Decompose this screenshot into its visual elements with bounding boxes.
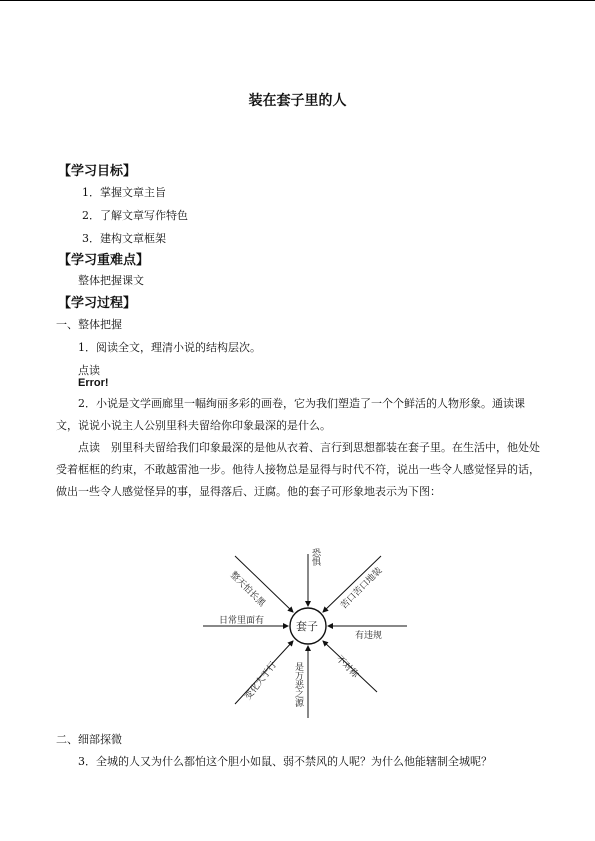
difficulty-text: 整体把握课文 (78, 274, 144, 287)
objective-item-1: 1．掌握文章主旨 (82, 186, 166, 199)
diagram-label-top: 恐惧 (310, 548, 320, 566)
question-2: 2．小说是文学画廊里一幅绚丽多彩的画卷，它为我们塑造了一个个鲜活的人物形象。通读课文，说说小说主人公别里科夫留给你印象最深的是什么。 (56, 397, 525, 432)
document-title: 装在套子里的人 (248, 93, 347, 109)
diagram-label-bottom-left: 变化大于行 (243, 660, 279, 703)
diagram-label-right: 有违规 (355, 631, 383, 641)
difficulty-heading: 【学习重难点】 (58, 253, 150, 268)
diagram-label-bottom-right: 不对称 (333, 654, 360, 681)
question-1: 1．阅读全文，理清小说的结构层次。 (78, 341, 261, 354)
sleeve-diagram (195, 544, 415, 722)
objective-item-2: 2．了解文章写作特色 (82, 209, 188, 222)
question-2-answer: 点读 别里科夫留给我们印象最深的是他从衣着、言行到思想都装在套子里。在生活中，他处处受着框框的约束，不敢越雷池一步。他待人接物总是显得与时代不符，说出一些令人感觉怪异的话，做出一些令人感觉怪异的事，显得落后、迂腐。他的套子可形象地表示为下图： (56, 441, 540, 498)
question-3: 3．全城的人又为什么都怕这个胆小如鼠、弱不禁风的人呢？为什么他能辖制全城呢？ (78, 755, 492, 768)
section-1-heading: 一、整体把握 (56, 318, 122, 331)
objective-item-3: 3．建构文章框架 (82, 232, 166, 245)
page-top-border (0, 0, 595, 1)
diagram-label-left: 日常里面有 (219, 616, 265, 626)
diagram-label-top-right: 苦口苦口地装 (339, 565, 385, 612)
objectives-heading: 【学习目标】 (58, 164, 137, 179)
process-heading: 【学习过程】 (58, 296, 137, 311)
diagram-label-bottom: 是万恶之源 (293, 662, 303, 707)
question-1-hint: 点读 (78, 364, 100, 377)
section-2-heading: 二、细部探微 (56, 733, 122, 746)
diagram-label-top-left: 整天怕长黑 (227, 570, 267, 610)
error-text: Error! (78, 377, 109, 389)
diagram-center-label: 套子 (296, 620, 318, 633)
